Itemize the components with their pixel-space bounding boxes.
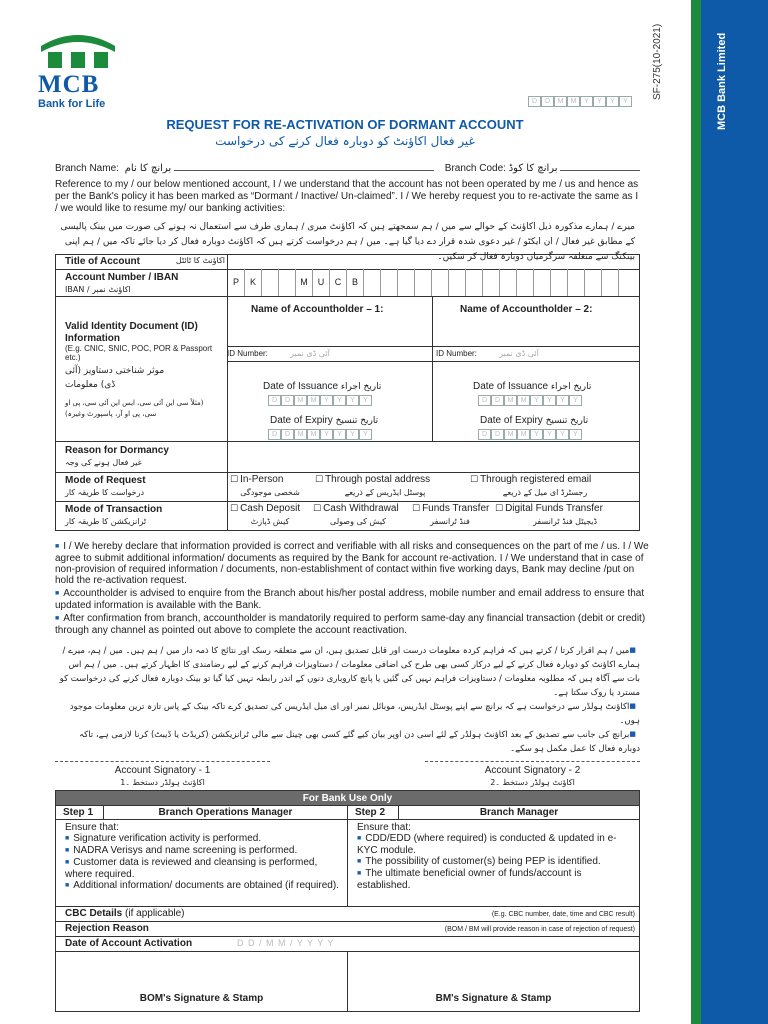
- mode-transaction-label-urdu: ٹرانزیکشن کا طریقہ کار: [65, 517, 147, 526]
- valid-id-label-urdu: موثر شناختی دستاویز (آئی ڈی) معلومات: [65, 366, 165, 390]
- step1-label: Step 1: [63, 807, 94, 818]
- side-blue-strip: [701, 0, 768, 1024]
- title-of-account-field[interactable]: [227, 254, 639, 270]
- holder1-id-number-label: ID Number: آئی ڈی نمبر: [227, 349, 330, 358]
- holder2-name-label: Name of Accountholder – 2:: [460, 304, 593, 315]
- step1-ensure: Ensure that:: [65, 822, 119, 833]
- holder2-expiry-label: Date of Expiry تاریخ تنسیخ: [480, 415, 589, 426]
- account-details-table: [55, 254, 640, 534]
- request-email-urdu: رجسٹرڈ ای میل کے ذریعے: [502, 488, 588, 497]
- step1-item: ■ Additional information/ documents are obtained (if required).: [65, 880, 340, 892]
- holder1-issuance-label: Date of Issuance تاریخ اجراء: [263, 381, 382, 392]
- step2-item: ■ The ultimate beneficial owner of funds/account is established.: [357, 868, 632, 891]
- cbc-label: CBC Details (if applicable): [65, 908, 185, 919]
- logo-tagline: Bank for Life: [38, 98, 106, 110]
- signatory-2-line[interactable]: [425, 761, 640, 762]
- step2-checklist: [357, 833, 632, 891]
- declarations-list-urdu: [55, 644, 640, 756]
- branch-name-label: Branch Name:: [55, 163, 119, 174]
- signatory-1-line[interactable]: [55, 761, 270, 762]
- step2-item: ■ The possibility of customer(s) being PEP is identified.: [357, 856, 632, 868]
- activation-date-field[interactable]: D D / M M / Y Y Y Y: [237, 938, 335, 948]
- holder1-id-number-field[interactable]: [227, 361, 433, 362]
- mode-request-label: Mode of Request: [65, 475, 146, 486]
- reason-label: Reason for Dormancy: [65, 445, 169, 456]
- declaration-item-urdu: ■ برانچ کی جانب سے تصدیق کے بعد اکاؤنٹ ہولڈر کے لئے اسی دن اوپر بیان کیے گئے کسی بھی چینل سے مالی ٹرانزیکشن (کریڈٹ یا ڈیبٹ) کرنا لازمی ہے، تاکہ دوبارہ فعال کا عمل مکمل ہو سکے۔: [55, 728, 640, 756]
- sidebar-bank-name: MCB Bank Limited: [716, 32, 728, 130]
- reason-field[interactable]: [227, 441, 640, 473]
- declaration-item: ■ I / We hereby declare that information provided is correct and verifiable with all risks and consequences on the part of me / us. I / We agree to submit additional information/ documents as required by the Bank for account re-activation. I / We understand that in case of non-provision of required information / documents, non-establishment of contact within five working days, Bank may decline /put on hold the re-activation request.: [55, 541, 655, 586]
- declaration-item-urdu: ■ اکاؤنٹ ہولڈر سے درخواست ہے کہ برانچ سے اپنے پوسٹل ایڈریس، موبائل نمبر اور ای میل ایڈریس کی تصدیق کرے تاکہ بینک کے پاس تازہ ترین معلومات موجود ہوں۔: [55, 700, 640, 728]
- declaration-item-urdu: ■ میں / ہم اقرار کرتا / کرتے ہیں کہ فراہم کردہ معلومات درست اور قابل تصدیق ہیں، ان سے متعلقہ رسک اور نتائج کا ذمہ دار میں / ہم ہیں۔ میں / ہم، میرے / ہمارے اکاؤنٹ کو دوبارہ فعال کرنے کے لیے درکار کسی بھی طرح کی اضافی معلومات / دستاویزات فراہم کرنے کے لیے رضامندی کا اظہار کرتے ہیں۔ میں / ہم اس بات سے آگاہ ہیں کہ مطلوبہ معلومات / دستاویزات فراہم نہیں کی گئیں یا پانچ کاروباری دنوں کے اندر رابطہ نہیں کیا گیا تو بینک دوبارہ فعال کرنے کی درخواست کو مسترد یا روک سکتا ہے۔: [55, 644, 640, 700]
- signatory-2-label-urdu: اکاؤنٹ ہولڈر دستخط ۔2: [490, 778, 575, 787]
- holder2-name-field[interactable]: [432, 317, 640, 347]
- form-date-boxes[interactable]: D D M M Y Y Y Y: [528, 95, 632, 107]
- bom-signature-label: BOM's Signature & Stamp: [139, 993, 264, 1004]
- signatory-2-label: Account Signatory - 2: [484, 765, 581, 776]
- branch-code-field[interactable]: [560, 161, 640, 171]
- rejection-hint: (BOM / BM will provide reason in case of rejection of request): [444, 926, 635, 933]
- request-postal-checkbox[interactable]: ☐ Through postal address: [315, 474, 430, 485]
- branch-name-label-urdu: برانچ کا نام: [124, 163, 172, 174]
- bm-signature-label: BM's Signature & Stamp: [435, 993, 552, 1004]
- txn-cash-deposit-checkbox[interactable]: ☐ Cash Deposit: [230, 503, 300, 514]
- txn-digital-funds-checkbox[interactable]: ☐ Digital Funds Transfer: [495, 503, 603, 514]
- txn-funds-transfer-checkbox[interactable]: ☐ Funds Transfer: [412, 503, 489, 514]
- step2-label: Step 2: [355, 807, 386, 818]
- declarations-list: [55, 541, 655, 636]
- declaration-item: ■ After confirmation from branch, accountholder is mandatorily required to perform same-day any financial transaction (debit or credit) through any channel as pointed out above to complete the account reactivation.: [55, 613, 655, 636]
- signatory-1-label: Account Signatory - 1: [114, 765, 211, 776]
- holder1-name-label: Name of Accountholder – 1:: [251, 304, 384, 315]
- iban-boxes[interactable]: P K M U C B: [227, 269, 640, 297]
- activation-label: Date of Account Activation: [65, 938, 193, 949]
- valid-id-sublabel: (E.g. CNIC, SNIC, POC, POR & Passport etc.): [65, 344, 213, 362]
- mcb-logo: [38, 28, 118, 110]
- step1-role: Branch Operations Manager: [158, 807, 293, 818]
- valid-id-sublabel-urdu: (مثلاً سی این آئی سی، ایس این آئی سی، پی او سی، پی او آر، پاسپورٹ وغیرہ): [65, 399, 204, 418]
- declaration-item: ■ Accountholder is advised to enquire from the Branch about his/her postal address, mobile number and email address to ensure that updated information is available with the Bank.: [55, 588, 655, 611]
- mcb-logo-icon: [38, 28, 118, 70]
- holder2-id-number-label: ID Number: آئی ڈی نمبر: [436, 349, 539, 358]
- request-postal-urdu: پوسٹل ایڈریس کے ذریعے: [344, 488, 426, 497]
- txn-cash-withdrawal-urdu: کیش کی وصولی: [330, 517, 386, 526]
- txn-cash-withdrawal-checkbox[interactable]: ☐ Cash Withdrawal: [313, 503, 399, 514]
- step2-ensure: Ensure that:: [357, 822, 411, 833]
- txn-funds-transfer-urdu: فنڈ ٹرانسفر: [430, 517, 470, 526]
- step2-item: ■ CDD/EDD (where required) is conducted & updated in e-KYC module.: [357, 833, 632, 856]
- branch-code-label-urdu: برانچ کا کوڈ: [508, 163, 558, 174]
- request-in-person-checkbox[interactable]: ☐ In-Person: [230, 474, 283, 485]
- mode-request-label-urdu: درخواست کا طریقہ کار: [65, 488, 145, 497]
- mode-transaction-label: Mode of Transaction: [65, 504, 163, 515]
- branch-line: [55, 161, 680, 177]
- title-of-account-label-urdu: اکاؤنٹ کا ٹائٹل: [175, 256, 225, 265]
- txn-digital-funds-urdu: ڈیجیٹل فنڈ ٹرانسفر: [532, 517, 598, 526]
- holder1-expiry-boxes[interactable]: D D M M Y Y Y Y: [268, 428, 372, 440]
- form-title: REQUEST FOR RE-ACTIVATION OF DORMANT ACCOUNT: [166, 117, 524, 132]
- signatory-1-label-urdu: اکاؤنٹ ہولڈر دستخط ۔1: [120, 778, 205, 787]
- cbc-hint: (E.g. CBC number, date, time and CBC result): [491, 911, 635, 918]
- logo-text: MCB: [38, 71, 100, 98]
- intro-text: Reference to my / our below mentioned account, I / we understand that the account has not been operated by me / us and hence as per the Bank's policy it has been marked as “Dormant / Inactive/ Un-claimed”. I / We hereby request you to re-activate the same as I / we would like to resume my/ our banking activities:: [55, 179, 639, 214]
- step1-item: ■ NADRA Verisys and name screening is performed.: [65, 845, 340, 857]
- step1-item: ■ Customer data is reviewed and cleansing is performed, where required.: [65, 857, 340, 880]
- rejection-label: Rejection Reason: [65, 923, 149, 934]
- reason-label-urdu: غیر فعال ہونے کی وجہ: [65, 458, 142, 467]
- branch-code-label: Branch Code:: [444, 163, 506, 174]
- side-green-strip: [691, 0, 701, 1024]
- holder1-expiry-label: Date of Expiry تاریخ تنسیخ: [270, 415, 379, 426]
- request-in-person-urdu: شخصی موجودگی: [240, 488, 300, 497]
- holder1-issuance-boxes[interactable]: D D M M Y Y Y Y: [268, 394, 372, 406]
- form-code: SF-275(10-2021): [652, 23, 663, 100]
- step2-role: Branch Manager: [479, 807, 559, 818]
- account-number-label-urdu: اکاؤنٹ نمبر / IBAN: [65, 285, 131, 294]
- request-email-checkbox[interactable]: ☐ Through registered email: [470, 474, 591, 485]
- title-of-account-label: Title of Account: [65, 256, 140, 267]
- holder2-expiry-boxes[interactable]: D D M M Y Y Y Y: [478, 428, 582, 440]
- valid-id-label: Valid Identity Document (ID) Information: [65, 321, 198, 344]
- step1-item: ■ Signature verification activity is performed.: [65, 833, 340, 845]
- holder2-id-number-field[interactable]: [432, 361, 640, 362]
- holder1-name-field[interactable]: [227, 317, 433, 347]
- account-number-label: Account Number / IBAN: [65, 272, 179, 283]
- holder2-issuance-boxes[interactable]: D D M M Y Y Y Y: [478, 394, 582, 406]
- step1-checklist: [65, 833, 340, 892]
- form-title-urdu: غیر فعال اکاؤنٹ کو دوبارہ فعال کرنے کی درخواست: [215, 134, 475, 148]
- intro-text-urdu: میرے / ہمارے مذکورہ ذیل اکاؤنٹ کے حوالے سے میں / ہم سمجھتے ہیں کہ اکاؤنٹ میری / ہماری طرف سے استعمال نہ ہونے کی صورت میں بینک پالیسی کے مطابق غیر فعال / ان ایکٹو / غیر دعوی شدہ قرار دے دیا گیا ہے۔ میں / ہم درخواست کرتے ہیں کہ اکاؤنٹ دوبارہ فعال کر دیا جائے تاکہ میں / ہم اپنی بینکنگ سے متعلقہ سرگرمیاں دوبارہ فعال کر سکیں۔: [60, 222, 635, 262]
- branch-name-field[interactable]: [174, 161, 434, 171]
- txn-cash-deposit-urdu: کیش ڈپازٹ: [250, 517, 290, 526]
- bank-use-header: For Bank Use Only: [56, 791, 639, 806]
- holder2-issuance-label: Date of Issuance تاریخ اجراء: [473, 381, 592, 392]
